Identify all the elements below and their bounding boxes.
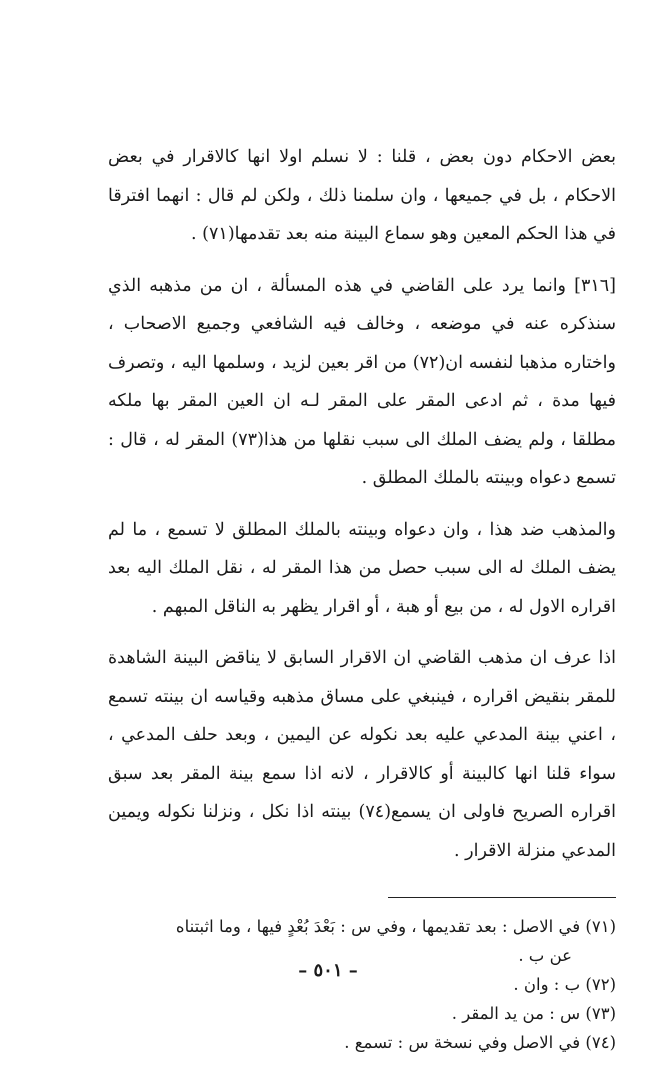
body-paragraph-2: [٣١٦] وانما يرد على القاضي في هذه المسألة ، ان من مذهبه الذي سنذكره عنه في موضعه ، وخالف فيه الشافعي وجميع الاصحاب ، واختاره مذهبا لنفسه ان(٧٢) من اقر بعين لزيد ، وسلمها اليه ، وتصرف فيها مدة ، ثم ادعى المقر على المقر لـه ان العين المقر بها ملكه مطلقا ، ولم يضف الملك الى سبب نقلها من هذا(٧٣) المقر له ، قال : تسمع دعواه وبينته بالملك المطلق . (108, 275, 616, 488)
footnote-71-continuation: عن ب . (518, 946, 572, 965)
footnote-74: (٧٤) في الاصل وفي نسخة س : تسمع . (344, 1033, 616, 1052)
body-paragraph-1: بعض الاحكام دون بعض ، قلنا : لا نسلم اولا انها كالاقرار في بعض الاحكام ، بل في جميعها ، وان سلمنا ذلك ، ولكن لم قال : انهما افترقا في هذا الحكم المعين وهو سماع البينة منه بعد تقدمها(٧١) . (108, 147, 616, 244)
footnote-separator-wrap (108, 883, 616, 912)
footnotes (108, 912, 616, 1057)
footnote-73: (٧٣) س : من يد المقر . (451, 1004, 616, 1023)
body-paragraph-3: والمذهب ضد هذا ، وان دعواه وبينته بالملك المطلق لا تسمع ، ما لم يضف الملك له الى سبب حصل من هذا المقر له ، نقل الملك اليه بعد اقراره الاول له ، من بيع أو هبة ، أو اقرار يظهر به الناقل المبهم . (108, 519, 616, 617)
footnote-72: (٧٢) ب : وان . (513, 975, 616, 994)
footnote-separator (388, 897, 616, 898)
page-number: – ٥٠١ – (298, 960, 358, 981)
body-paragraph-4: اذا عرف ان مذهب القاضي ان الاقرار السابق لا يناقض البينة الشاهدة للمقر بنقيض اقراره ، فينبغي على مساق مذهبه وقياسه ان بينته تسمع ، اعني بينة المدعي عليه بعد نكوله عن اليمين ، وبعد حلف المدعي ، سواء قلنا انها كالبينة أو كالاقرار ، لانه اذا سمع بينة المقر بعد سبق اقراره الصريح فاولى ان يسمع(٧٤) بينته اذا نكل ، ونزلنا نكوله ويمين المدعي منزلة الاقرار . (108, 648, 616, 861)
footnote-71: (٧١) في الاصل : بعد تقديمها ، وفي س : بَعْدَ بُعْدٍ فيها ، وما اثبتناه (175, 917, 616, 936)
